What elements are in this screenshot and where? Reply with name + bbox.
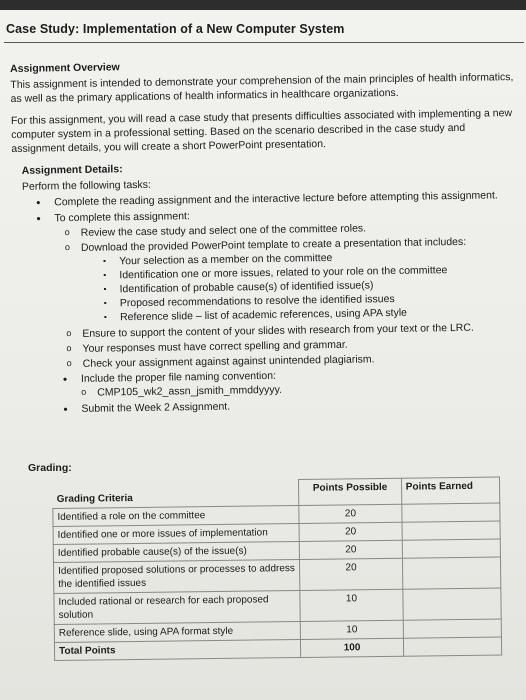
total-points-label: Total Points [54, 639, 301, 660]
points-earned-cell[interactable] [403, 588, 502, 620]
grading-table [52, 477, 502, 661]
details-heading: Assignment Details: [21, 163, 123, 177]
assignment-details [22, 156, 522, 417]
table-row: Identified proposed solutions or processes to address the identified issues 20 [53, 557, 500, 593]
list-item: ▪ Reference slide – list of academic references, using APA style [82, 304, 520, 325]
document-page [0, 10, 526, 700]
table-row: Identified a role on the committee 20 [53, 503, 500, 526]
list-item: • Include the proper file naming convention: o CMP105_wk2_assn_jsmith_mmddyyyy. [25, 365, 521, 401]
list-item: o Download the provided PowerPoint template to create a presentation that includes: ▪ Your selection as a member on the committee ▪ Identification one or more issues, related to your role on the committee ▪ Identification of probable cause(s) of identified issue(s) ▪ Proposed recommendations to resolve the identified issues ▪ Reference slide – list of academic references, using APA style [55, 234, 520, 325]
overview-text: This assignment is intended to demonstrate your comprehension of the main principles of health informatics, as well as the primary applications of health informatics in healthcare organizations. [10, 71, 514, 105]
intro-text: For this assignment, you will read a case study that presents difficulties associated with implementing a new computer system in a professional setting. Based on the scenario described in the case study and assignment details, you will create a short PowerPoint presentation. [10, 107, 513, 155]
table-row: Reference slide, using APA format style 10 [54, 619, 501, 642]
header-grading-criteria: Grading Criteria [53, 479, 300, 508]
document-body [10, 54, 522, 419]
list-item: ▪ Proposed recommendations to resolve the identified issues [82, 290, 520, 311]
list-item: o Check your assignment against against unintended plagiarism. [25, 350, 521, 372]
title-divider [4, 42, 524, 43]
list-item: • Submit the Week 2 Assignment. [25, 395, 521, 417]
overview-heading: Assignment Overview [10, 61, 120, 75]
points-earned-cell[interactable] [402, 521, 501, 540]
total-points-value: 100 [301, 638, 404, 657]
table-row: Included rational or research for each proposed solution 10 [54, 588, 501, 624]
top-edge-bar [0, 0, 526, 10]
sub-task-list [55, 219, 520, 325]
table-row: Identified one or more issues of implementation 20 [53, 521, 500, 544]
points-earned-cell[interactable] [403, 619, 502, 638]
list-item: ▪ Identification of probable cause(s) of identified issue(s) [81, 276, 519, 297]
list-item: o Your responses must have correct spelling and grammar. [24, 335, 520, 357]
list-item: ▪ Identification one or more issues, related to your role on the committee [81, 262, 519, 283]
table-row: Identified probable cause(s) of the issue(s) 20 [53, 539, 500, 562]
list-item: • Complete the reading assignment and the interactive lecture before attempting this assignment. [22, 188, 518, 210]
submission-list [25, 365, 522, 417]
points-earned-cell[interactable] [402, 539, 501, 558]
filename-convention: o CMP105_wk2_assn_jsmith_mmddyyyy. [81, 379, 521, 400]
list-item: o Ensure to support the content of your slides with research from your text or the LRC. [24, 320, 520, 342]
requirements-list [24, 320, 521, 372]
list-item: ▪ Your selection as a member on the committee [81, 248, 519, 269]
page-title: Case Study: Implementation of a New Computer System [6, 22, 345, 36]
points-earned-cell[interactable] [401, 503, 500, 522]
list-item: • To complete this assignment: o Review the case study and select one of the committee roles. o Download the provided PowerPoint template to create a presentation that includes: ▪ Your selection as a member on the committee ▪ Identification one or more issues, related to your role on the committee ▪ Identification of probable cause(s) of identified issue(s) ▪ Proposed recommendations to resolve the identified issues ▪ Reference slide – list of academic references, using APA style [22, 204, 520, 326]
details-subheading: Perform the following tasks: [21, 178, 152, 193]
task-list [22, 188, 520, 326]
grading-heading: Grading: [28, 462, 72, 474]
list-item: o Review the case study and select one of the committee roles. [55, 219, 519, 240]
header-points-possible: Points Possible [299, 478, 402, 505]
presentation-contents-list [81, 248, 520, 325]
header-points-earned: Points Earned [401, 477, 500, 504]
points-earned-total-cell[interactable] [403, 637, 502, 656]
points-earned-cell[interactable] [402, 557, 501, 589]
